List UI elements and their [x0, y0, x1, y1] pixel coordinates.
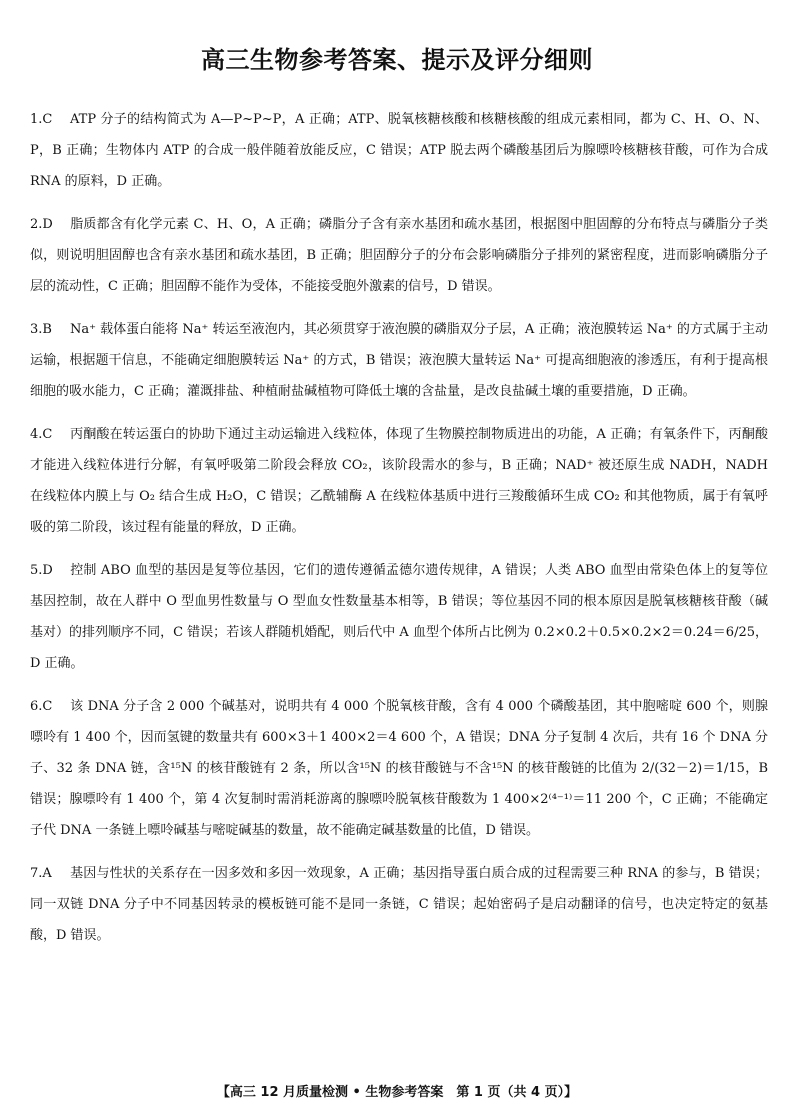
answer-text: 该 DNA 分子含 2 000 个碱基对，说明共有 4 000 个脱氧核苷酸，含有 4 000 个磷酸基团，其中胞嘧啶 600 个，则腺嘌呤有 1 400 个，因而氢键的数量共有 600×3＋1 400×2＝4 600 个，A 错误；DNA 分子复制 4 次后，共有 16 个 DNA 分子、32 条 DNA 链，含¹⁵N 的核苷酸链有 2 条，所以含¹⁵N 的核苷酸链与不含¹⁵N 的核苷酸链的比值为 2/(32－2)＝1/15，B 错误；腺嘌呤有 1 400 个，第 4 次复制时需消耗游离的腺嘌呤脱氧核苷酸数为 1 400×2⁽⁴⁻¹⁾＝11 200 个，C 正确；不能确定子代 DNA 一条链上嘌呤碱基与嘧啶碱基的数量，故不能确定碱基数量的比值，D 错误。 — [30, 699, 769, 838]
answer-item-3 — [30, 314, 768, 407]
answer-number: 1.C — [30, 112, 53, 127]
answer-item-6 — [30, 691, 768, 846]
answer-text: 脂质都含有化学元素 C、H、O，A 正确；磷脂分子含有亲水基团和疏水基团，根据图中胆固醇的分布特点与磷脂分子类似，则说明胆固醇也含有亲水基团和疏水基团，B 正确；胆固醇分子的分布会影响磷脂分子排列的紧密程度，进而影响磷脂分子层的流动性，C 正确；胆固醇不能作为受体，不能接受胞外激素的信号，D 错误。 — [30, 217, 768, 294]
answer-item-1 — [30, 104, 768, 197]
answer-item-5 — [30, 555, 768, 679]
answer-number: 3.B — [30, 322, 52, 337]
answer-text: Na⁺ 载体蛋白能将 Na⁺ 转运至液泡内，其必须贯穿于液泡膜的磷脂双分子层，A 正确；液泡膜转运 Na⁺ 的方式属于主动运输，根据题干信息，不能确定细胞膜转运 Na⁺ 的方式，B 错误；液泡膜大量转运 Na⁺ 可提高细胞液的渗透压，有利于提高根细胞的吸水能力，C 正确；灌溉排盐、种植耐盐碱植物可降低土壤的含盐量，是改良盐碱土壤的重要措施，D 正确。 — [30, 322, 768, 399]
answer-number: 7.A — [30, 866, 52, 881]
answer-text: 控制 ABO 血型的基因是复等位基因，它们的遗传遵循孟德尔遗传规律，A 错误；人类 ABO 血型由常染色体上的复等位基因控制，故在人群中 O 型血男性数量与 O 型血女性数量基本相等，B 错误；等位基因不同的根本原因是脱氧核糖核苷酸（碱基对）的排列顺序不同，C 错误；若该人群随机婚配，则后代中 A 血型个体所占比例为 0.2×0.2＋0.5×0.2×2＝0.24＝6/25，D 正确。 — [30, 563, 768, 671]
answer-list — [30, 104, 768, 963]
answer-number: 5.D — [30, 563, 53, 578]
answer-number: 4.C — [30, 427, 53, 442]
answer-text: ATP 分子的结构简式为 A—P~P~P，A 正确；ATP、脱氧核糖核酸和核糖核酸的组成元素相同，都为 C、H、O、N、P，B 正确；生物体内 ATP 的合成一般伴随着放能反应，C 错误；ATP 脱去两个磷酸基团后为腺嘌呤核糖核苷酸，可作为合成 RNA 的原料，D 正确。 — [30, 112, 768, 189]
answer-item-2 — [30, 209, 768, 302]
answer-text: 丙酮酸在转运蛋白的协助下通过主动运输进入线粒体，体现了生物膜控制物质进出的功能，A 正确；有氧条件下，丙酮酸才能进入线粒体进行分解，有氧呼吸第二阶段会释放 CO₂，该阶段需水的参与，B 正确；NAD⁺ 被还原生成 NADH，NADH 在线粒体内膜上与 O₂ 结合生成 H₂O，C 错误；乙酰辅酶 A 在线粒体基质中进行三羧酸循环生成 CO₂ 和其他物质，属于有氧呼吸的第二阶段，该过程有能量的释放，D 正确。 — [30, 427, 768, 535]
page-footer: 【高三 12 月质量检测 • 生物参考答案 第 1 页（共 4 页）】 — [216, 1085, 578, 1100]
answer-text: 基因与性状的关系存在一因多效和多因一效现象，A 正确；基因指导蛋白质合成的过程需要三种 RNA 的参与，B 错误；同一双链 DNA 分子中不同基因转录的模板链可能不是同一条链，C 错误；起始密码子是启动翻译的信号，也决定特定的氨基酸，D 错误。 — [30, 866, 768, 943]
answer-item-4 — [30, 419, 768, 543]
page-title: 高三生物参考答案、提示及评分细则 — [201, 46, 593, 74]
answer-number: 2.D — [30, 217, 53, 232]
answer-item-7 — [30, 858, 768, 951]
answer-number: 6.C — [30, 699, 53, 714]
